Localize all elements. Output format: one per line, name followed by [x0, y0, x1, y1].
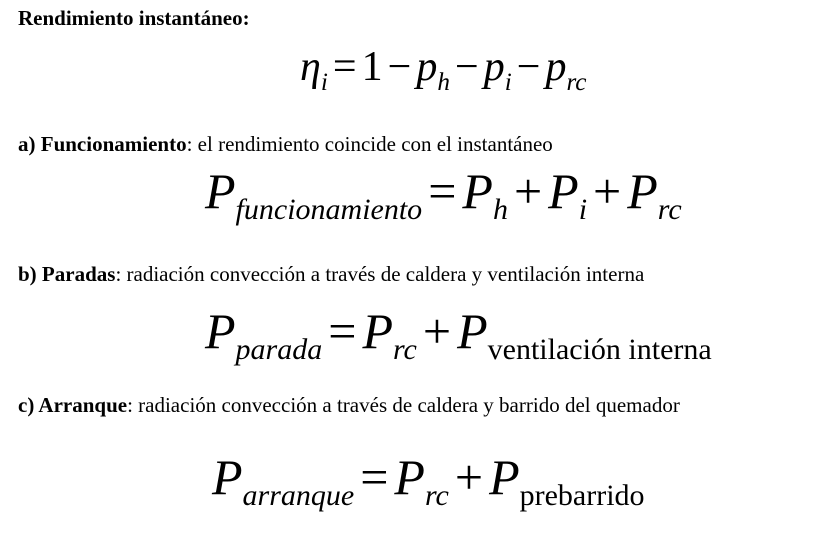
- plus-sign-1: +: [513, 163, 543, 219]
- equals-sign: =: [360, 449, 389, 505]
- term-p-i: p: [483, 44, 505, 90]
- section-c-label: c) Arranque: [18, 393, 128, 417]
- term-P-prebarrido-subscript: prebarrido: [519, 479, 645, 513]
- term-p-funcionamiento: P: [205, 163, 236, 219]
- plus-sign: +: [454, 449, 484, 505]
- minus-sign-3: −: [516, 44, 541, 90]
- section-b-description: : radiación convección a través de caldera y ventilación interna: [115, 262, 645, 286]
- heading-label: Rendimiento instantáneo:: [18, 6, 250, 30]
- equation-rendimiento-instantaneo: [300, 44, 587, 96]
- term-P-rc-subscript: rc: [657, 193, 682, 227]
- term-p-rc: p: [545, 44, 567, 90]
- term-P-rc: P: [627, 163, 658, 219]
- eta-subscript: i: [320, 68, 328, 96]
- section-c-description: : radiación convección a través de caldera y barrido del quemador: [127, 393, 680, 417]
- plus-sign-2: +: [593, 163, 622, 219]
- term-p-parada-subscript: parada: [235, 333, 323, 367]
- term-p-arranque: P: [212, 449, 243, 505]
- minus-sign-2: −: [454, 44, 479, 90]
- term-P-h: P: [462, 163, 493, 219]
- term-P-i: P: [548, 163, 579, 219]
- term-p-h: p: [416, 44, 438, 90]
- term-p-i-subscript: i: [504, 68, 512, 96]
- number-one: 1: [361, 44, 383, 90]
- section-b-paradas: [18, 264, 644, 285]
- equation-parada: [205, 303, 712, 367]
- heading-rendimiento: [18, 8, 250, 29]
- equals-sign: =: [332, 44, 357, 90]
- term-P-rc: P: [362, 303, 393, 359]
- section-b-label: b) Paradas: [18, 262, 116, 286]
- equals-sign: =: [428, 163, 457, 219]
- term-P-h-subscript: h: [492, 193, 508, 227]
- term-P-rc: P: [394, 449, 425, 505]
- section-c-arranque: [18, 395, 680, 416]
- section-a-funcionamiento: [18, 134, 553, 155]
- term-P-prebarrido: P: [489, 449, 520, 505]
- term-P-i-subscript: i: [578, 193, 588, 227]
- section-a-description: : el rendimiento coincide con el instantáneo: [186, 132, 553, 156]
- term-p-h-subscript: h: [437, 68, 450, 96]
- term-P-rc-subscript: rc: [424, 479, 449, 513]
- equation-arranque: [212, 449, 645, 513]
- term-p-funcionamiento-subscript: funcionamiento: [235, 193, 423, 227]
- term-p-parada: P: [205, 303, 236, 359]
- term-P-ventilacion: P: [457, 303, 488, 359]
- term-p-rc-subscript: rc: [566, 68, 587, 96]
- equation-funcionamiento: [205, 163, 682, 227]
- term-P-rc-subscript: rc: [392, 333, 417, 367]
- term-P-ventilacion-subscript: ventilación interna: [487, 333, 712, 367]
- plus-sign: +: [422, 303, 452, 359]
- section-a-label: a) Funcionamiento: [18, 132, 187, 156]
- eta-symbol: η: [300, 44, 321, 90]
- minus-sign-1: −: [387, 44, 412, 90]
- equals-sign: =: [328, 303, 357, 359]
- term-p-arranque-subscript: arranque: [242, 479, 355, 513]
